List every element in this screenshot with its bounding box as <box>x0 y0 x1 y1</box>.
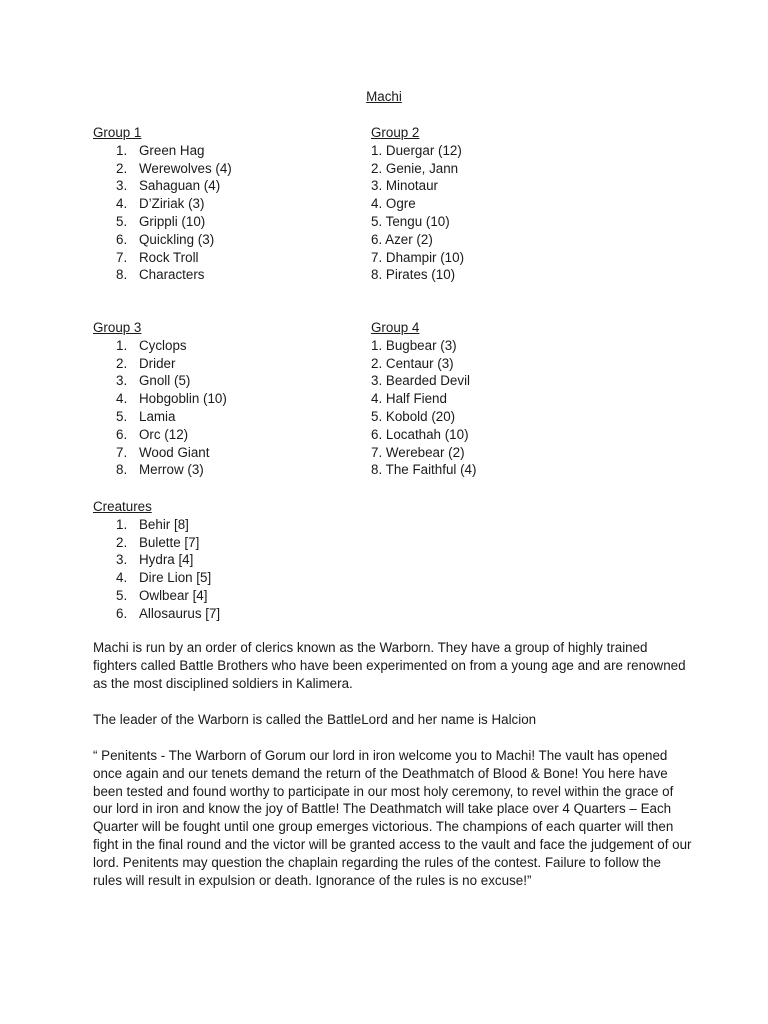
list-item: 6. Allosaurus [7] <box>116 605 221 621</box>
group-heading: Group 2 <box>371 125 420 140</box>
list-item: 1. Behir [8] <box>116 516 189 532</box>
list-item: 2. Bulette [7] <box>116 534 200 550</box>
list-item: 1. Cyclops <box>116 337 187 353</box>
list-item: 6. Orc (12) <box>116 426 189 442</box>
list-item: 8. Merrow (3) <box>116 462 204 478</box>
list-item: 5. Owlbear [4] <box>116 587 208 603</box>
group-2-list <box>371 142 464 284</box>
list-item: 4. Half Fiend <box>371 391 447 407</box>
list-item: 7. Wood Giant <box>116 444 210 460</box>
paragraph-speech: “ Penitents - The Warborn of Gorum our lord in iron welcome you to Machi! The vault has opened once again and our tenets demand the return of the Deathmatch of Blood & Bone! You here have been tested and found worthy to participate in our most holy ceremony, to revel within the grace of our lord in iron and know the joy of Battle! The Deathmatch will take place over 4 Quarters – Each Quarter will be fought until one group emerges victorious. The champions of each quarter will then fight in the final round and the victor will be granted access to the vault and face the judgement of our lord. Penitents may question the chaplain regarding the rules of the contest. Failure to follow the rules will result in expulsion or death. Ignorance of the rules is no excuse!” <box>93 748 692 888</box>
list-item: 3. Bearded Devil <box>371 373 471 389</box>
list-item: 2. Werewolves (4) <box>116 160 232 176</box>
list-item: 3. Sahaguan (4) <box>116 178 221 194</box>
list-item: 6. Azer (2) <box>371 231 433 247</box>
list-item: 7. Dhampir (10) <box>371 249 465 265</box>
group-2 <box>371 124 464 284</box>
group-heading: Group 3 <box>93 320 142 335</box>
group-4-list <box>371 337 476 479</box>
list-item: 2. Centaur (3) <box>371 355 454 371</box>
paragraph-battlelord: The leader of the Warborn is called the BattleLord and her name is Halcion <box>93 712 537 727</box>
list-item: 3. Gnoll (5) <box>116 373 191 389</box>
group-1 <box>93 124 232 284</box>
group-3 <box>93 319 227 479</box>
list-item: 3. Hydra [4] <box>116 552 194 568</box>
list-item: 5. Kobold (20) <box>371 408 456 424</box>
group-heading: Group 4 <box>371 320 420 335</box>
list-item: 6. Quickling (3) <box>116 231 215 247</box>
list-item: 4. Hobgoblin (10) <box>116 391 227 407</box>
paragraph-warborn: Machi is run by an order of clerics known as the Warborn. They have a group of highly trained fighters called Battle Brothers who have been experimented on from a young age and are renowned as the most disciplined soldiers in Kalimera. <box>93 640 686 691</box>
list-item: 8. The Faithful (4) <box>371 462 477 478</box>
group-1-list <box>93 142 232 284</box>
list-item: 8. Characters <box>116 267 205 283</box>
list-item: 2. Genie, Jann <box>371 160 459 176</box>
page-title: Machi <box>366 89 402 104</box>
list-item: 5. Tengu (10) <box>371 213 450 229</box>
creatures-list <box>93 516 220 623</box>
list-item: 5. Grippli (10) <box>116 213 206 229</box>
group-heading: Creatures <box>93 499 152 514</box>
list-item: 1. Duergar (12) <box>371 142 462 158</box>
list-item: 6. Locathah (10) <box>371 426 469 442</box>
group-3-list <box>93 337 227 479</box>
group-4 <box>371 319 476 479</box>
list-item: 2. Drider <box>116 355 176 371</box>
list-item: 4. Dire Lion [5] <box>116 570 212 586</box>
list-item: 5. Lamia <box>116 408 176 424</box>
list-item: 1. Bugbear (3) <box>371 337 457 353</box>
list-item: 1. Green Hag <box>116 142 205 158</box>
group-heading: Group 1 <box>93 125 142 140</box>
list-item: 8. Pirates (10) <box>371 267 456 283</box>
list-item: 3. Minotaur <box>371 178 439 194</box>
list-item: 4. D’Ziriak (3) <box>116 196 205 212</box>
list-item: 7. Werebear (2) <box>371 444 465 460</box>
list-item: 7. Rock Troll <box>116 249 199 265</box>
creatures-group <box>93 498 220 623</box>
list-item: 4. Ogre <box>371 196 416 212</box>
